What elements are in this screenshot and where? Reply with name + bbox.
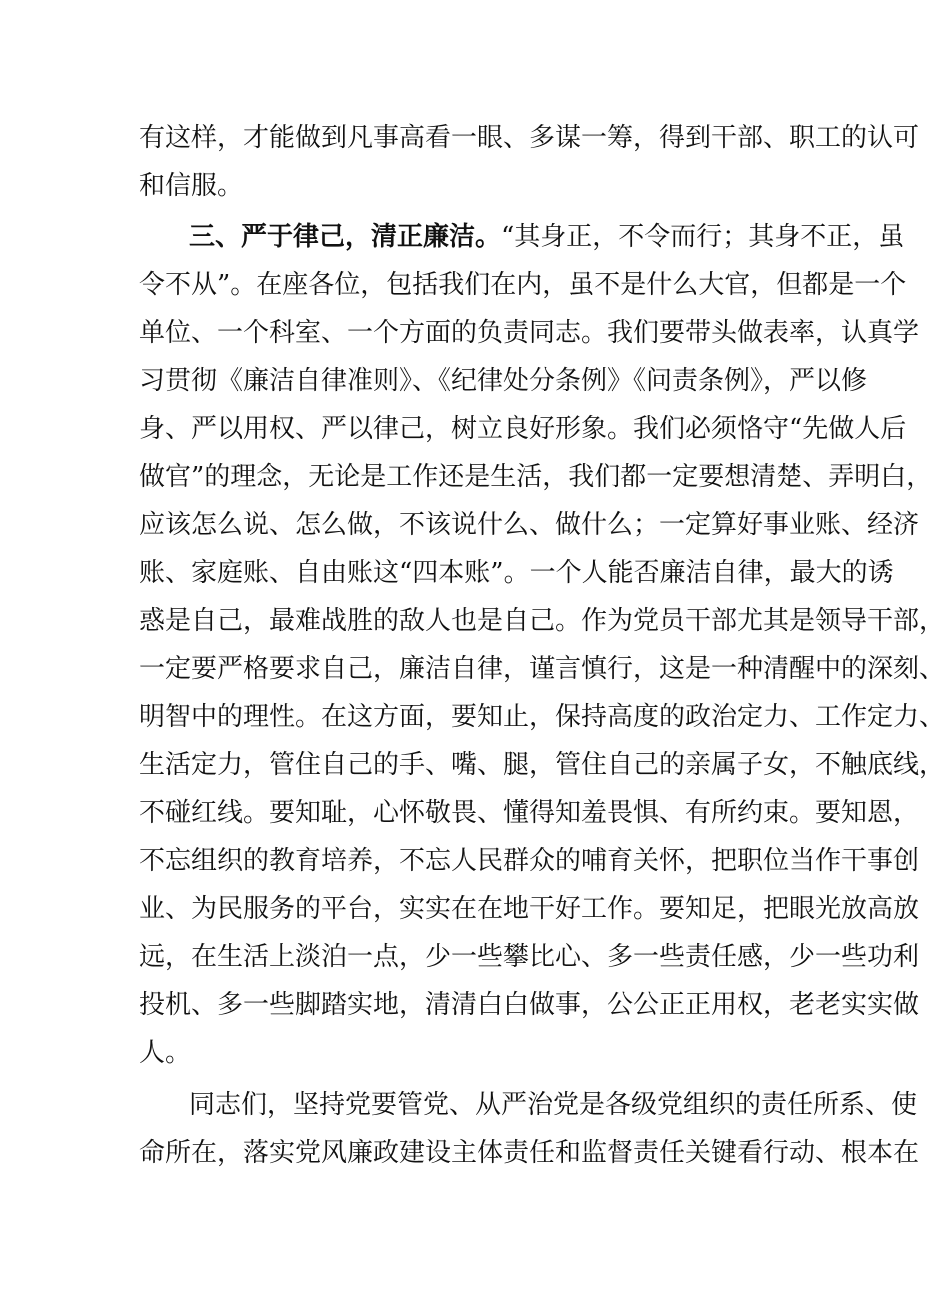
text-line: 令不从”。在座各位，包括我们在内，虽不是什么大官，但都是一个	[139, 270, 907, 300]
text-line: 明智中的理性。在这方面，要知止，保持高度的政治定力、工作定力、	[139, 702, 945, 732]
text-line: 生活定力，管住自己的手、嘴、腿，管住自己的亲属子女，不触底线，	[139, 750, 945, 780]
text-line: 身、严以用权、严以律己，树立良好形象。我们必须恪守“先做人后	[139, 414, 907, 444]
text-line: 业、为民服务的平台，实实在在地干好工作。要知足，把眼光放高放	[139, 894, 920, 924]
text-line: 账、家庭账、自由账这“四本账”。一个人能否廉洁自律，最大的诱	[139, 558, 894, 588]
text-line: 应该怎么说、怎么做，不该说什么、做什么；一定算好事业账、经济	[139, 510, 920, 540]
section-heading-line	[189, 217, 905, 257]
text-line: 远，在生活上淡泊一点，少一些攀比心、多一些责任感，少一些功利	[139, 942, 920, 972]
text-line: 人。	[139, 1038, 192, 1068]
text-line: 做官”的理念，无论是工作还是生活，我们都一定要想清楚、弄明白，	[139, 462, 933, 492]
quote-text: “其身正，不令而行；其身不正，虽	[501, 222, 905, 252]
text-line: 有这样，才能做到凡事高看一眼、多谋一筹，得到干部、职工的认可	[139, 123, 920, 153]
text-line: 单位、一个科室、一个方面的负责同志。我们要带头做表率，认真学	[139, 318, 920, 348]
text-line: 不碰红线。要知耻，心怀敬畏、懂得知羞畏惧、有所约束。要知恩，	[139, 798, 920, 828]
text-line: 一定要严格要求自己，廉洁自律，谨言慎行，这是一种清醒中的深刻、	[139, 654, 945, 684]
text-line: 和信服。	[139, 171, 244, 201]
text-line: 命所在，落实党风廉政建设主体责任和监督责任关键看行动、根本在	[139, 1138, 920, 1168]
text-line: 惑是自己，最难战胜的敌人也是自己。作为党员干部尤其是领导干部，	[139, 606, 945, 636]
text-line: 习贯彻《廉洁自律准则》、《纪律处分条例》《问责条例》，严以修	[139, 366, 868, 396]
text-line: 同志们，坚持党要管党、从严治党是各级党组织的责任所系、使	[189, 1090, 918, 1120]
text-line: 不忘组织的教育培养，不忘人民群众的哺育关怀，把职位当作干事创	[139, 846, 920, 876]
section-heading: 三、严于律己，清正廉洁。	[189, 222, 502, 252]
text-line: 投机、多一些脚踏实地，清清白白做事，公公正正用权，老老实实做	[139, 990, 920, 1020]
